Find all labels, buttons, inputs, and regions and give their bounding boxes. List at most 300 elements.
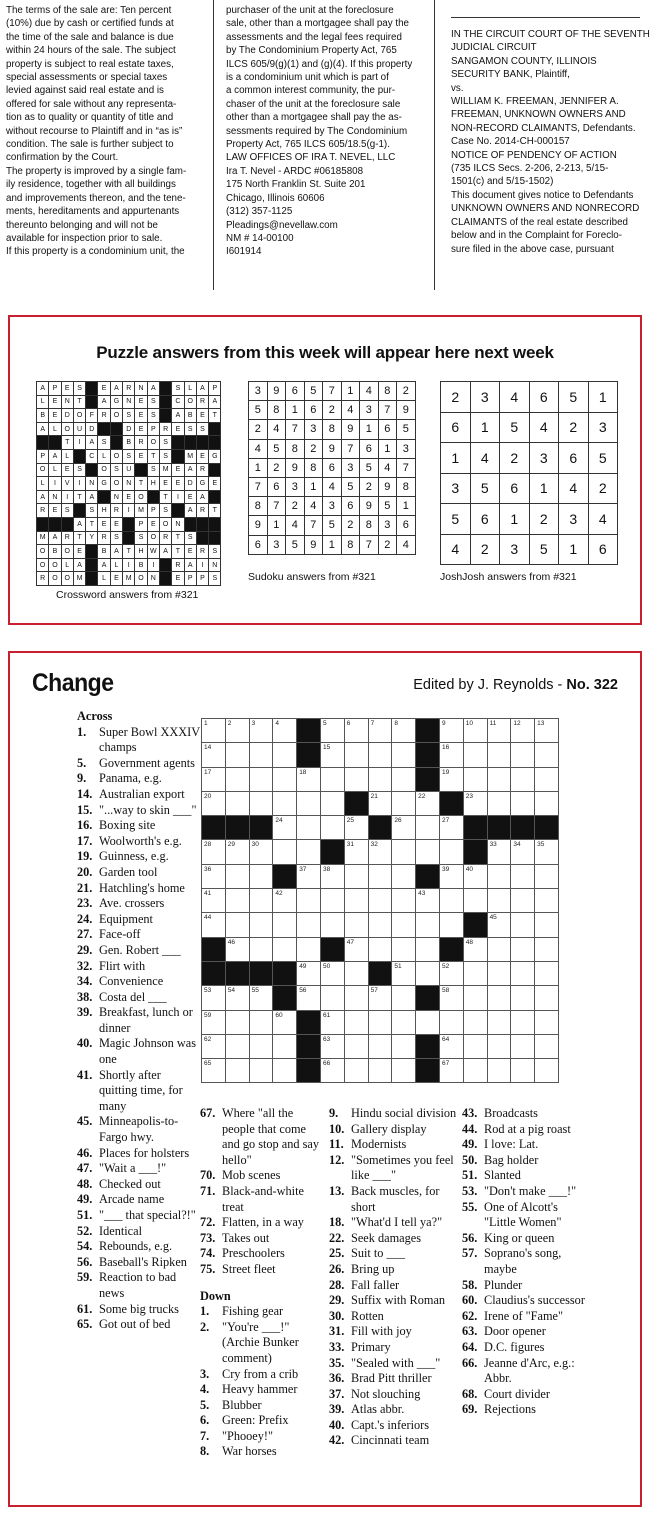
grid-cell[interactable] xyxy=(225,840,249,864)
answer-cell: I xyxy=(61,490,73,504)
clue-number: 32 xyxy=(370,841,378,849)
grid-cell[interactable] xyxy=(535,889,559,913)
grid-cell[interactable] xyxy=(320,1034,344,1058)
answer-cell: M xyxy=(73,572,85,586)
grid-cell[interactable] xyxy=(344,743,368,767)
grid-cell[interactable] xyxy=(535,986,559,1010)
grid-cell[interactable] xyxy=(535,913,559,937)
answer-cell: 7 xyxy=(286,420,305,439)
grid-cell[interactable] xyxy=(511,767,535,791)
grid-cell[interactable] xyxy=(511,864,535,888)
grid-cell[interactable] xyxy=(344,961,368,985)
clue-text: Gallery display xyxy=(351,1121,427,1136)
grid-cell[interactable] xyxy=(463,986,487,1010)
clue-number: 33 xyxy=(489,841,497,849)
black-square xyxy=(368,816,392,840)
grid-cell[interactable] xyxy=(392,913,416,937)
grid-cell[interactable] xyxy=(487,719,511,743)
answer-cell: M xyxy=(135,504,147,518)
grid-cell[interactable] xyxy=(320,913,344,937)
grid-cell[interactable] xyxy=(535,1059,559,1083)
grid-cell[interactable] xyxy=(320,743,344,767)
grid-cell[interactable] xyxy=(273,840,297,864)
grid-cell[interactable] xyxy=(535,864,559,888)
clue-number-label: 69. xyxy=(462,1402,478,1417)
grid-cell[interactable] xyxy=(535,1034,559,1058)
answer-cell: E xyxy=(135,395,147,409)
grid-cell[interactable] xyxy=(487,1010,511,1034)
grid-cell[interactable] xyxy=(487,791,511,815)
grid-cell[interactable] xyxy=(273,1010,297,1034)
clue-number-label: 39. xyxy=(329,1402,345,1417)
clue-number-label: 46. xyxy=(77,1145,93,1160)
grid-cell[interactable] xyxy=(368,864,392,888)
grid-cell[interactable] xyxy=(439,889,463,913)
black-square xyxy=(463,816,487,840)
grid-cell[interactable] xyxy=(487,743,511,767)
grid-cell[interactable] xyxy=(368,986,392,1010)
grid-cell[interactable] xyxy=(225,913,249,937)
grid-cell[interactable] xyxy=(511,840,535,864)
grid-cell[interactable] xyxy=(416,791,440,815)
clue-number: 24 xyxy=(275,817,283,825)
black-square xyxy=(184,436,196,450)
grid-cell[interactable] xyxy=(225,937,249,961)
grid-cell[interactable] xyxy=(511,961,535,985)
answer-cell: R xyxy=(135,436,147,450)
black-square xyxy=(110,436,122,450)
black-square xyxy=(511,816,535,840)
grid-cell[interactable] xyxy=(297,937,321,961)
grid-cell[interactable] xyxy=(439,816,463,840)
grid-cell[interactable] xyxy=(202,1059,226,1083)
grid-cell[interactable] xyxy=(273,767,297,791)
answer-cell: R xyxy=(172,558,184,572)
grid-cell[interactable] xyxy=(344,1034,368,1058)
grid-cell[interactable] xyxy=(463,1059,487,1083)
grid-cell[interactable] xyxy=(368,840,392,864)
grid-cell[interactable] xyxy=(487,937,511,961)
clue xyxy=(200,1320,325,1367)
answer-cell: 8 xyxy=(304,458,323,477)
black-square xyxy=(159,382,171,396)
grid-cell[interactable] xyxy=(273,937,297,961)
answer-cell: E xyxy=(135,422,147,436)
black-square xyxy=(368,961,392,985)
answer-cell: 1 xyxy=(267,516,286,535)
grid-cell[interactable] xyxy=(344,719,368,743)
grid-cell[interactable] xyxy=(463,1010,487,1034)
grid-cell[interactable] xyxy=(439,840,463,864)
grid-cell[interactable] xyxy=(439,864,463,888)
grid-cell[interactable] xyxy=(463,864,487,888)
grid-cell[interactable] xyxy=(249,743,273,767)
grid-cell[interactable] xyxy=(320,1059,344,1083)
grid-cell[interactable] xyxy=(416,937,440,961)
grid-cell[interactable] xyxy=(439,1034,463,1058)
grid-cell[interactable] xyxy=(297,816,321,840)
clue xyxy=(462,1231,592,1247)
grid-cell[interactable] xyxy=(463,1034,487,1058)
grid-cell[interactable] xyxy=(439,767,463,791)
grid-cell[interactable] xyxy=(320,816,344,840)
grid-cell[interactable] xyxy=(344,889,368,913)
grid-cell[interactable] xyxy=(368,743,392,767)
answer-cell: A xyxy=(209,395,221,409)
grid-cell[interactable] xyxy=(416,889,440,913)
grid-cell[interactable] xyxy=(511,743,535,767)
grid-cell[interactable] xyxy=(249,719,273,743)
grid-cell[interactable] xyxy=(202,864,226,888)
grid-cell[interactable] xyxy=(273,719,297,743)
notice-line: (735 ILCS Secs. 2-206, 2-213, 5/15- xyxy=(451,163,609,175)
answer-cell: A xyxy=(159,545,171,559)
grid-cell[interactable] xyxy=(202,791,226,815)
answer-cell: 1 xyxy=(559,534,589,565)
grid-cell[interactable] xyxy=(202,889,226,913)
grid-cell[interactable] xyxy=(535,743,559,767)
grid-cell[interactable] xyxy=(392,1059,416,1083)
grid-cell[interactable] xyxy=(392,1010,416,1034)
grid-cell[interactable] xyxy=(535,719,559,743)
grid-cell[interactable] xyxy=(511,1034,535,1058)
clue xyxy=(462,1106,592,1122)
grid-cell[interactable] xyxy=(416,1010,440,1034)
grid-cell[interactable] xyxy=(320,719,344,743)
black-square xyxy=(98,490,110,504)
grid-cell[interactable] xyxy=(368,1034,392,1058)
answer-cell: S xyxy=(73,463,85,477)
answer-cell: O xyxy=(135,572,147,586)
clue-number-label: 17. xyxy=(77,833,93,848)
grid-cell[interactable] xyxy=(249,1010,273,1034)
grid-cell[interactable] xyxy=(368,1059,392,1083)
grid-cell[interactable] xyxy=(320,961,344,985)
grid-cell[interactable] xyxy=(439,986,463,1010)
grid-cell[interactable] xyxy=(344,937,368,961)
clue-text: Hindu social division xyxy=(351,1106,457,1120)
grid-cell[interactable] xyxy=(463,719,487,743)
grid-cell[interactable] xyxy=(392,889,416,913)
notice-line: 1501(c) and 5/15-1502) xyxy=(451,176,554,188)
answer-cell: T xyxy=(61,436,73,450)
grid-cell[interactable] xyxy=(487,864,511,888)
grid-cell[interactable] xyxy=(535,840,559,864)
answer-cell: A xyxy=(147,382,159,396)
grid-cell[interactable] xyxy=(249,913,273,937)
clue-text: Government agents xyxy=(99,755,195,770)
black-square xyxy=(86,382,98,396)
grid-cell[interactable] xyxy=(297,840,321,864)
grid-cell[interactable] xyxy=(368,913,392,937)
clue-number: 10 xyxy=(465,720,473,727)
answer-cell: S xyxy=(147,463,159,477)
clue-number-label: 42. xyxy=(329,1433,345,1448)
grid-cell[interactable] xyxy=(535,937,559,961)
grid-cell[interactable] xyxy=(368,767,392,791)
grid-cell[interactable] xyxy=(344,1059,368,1083)
joshjosh-answer-caption: JoshJosh answers from #321 xyxy=(440,571,577,583)
grid-cell[interactable] xyxy=(416,840,440,864)
grid-cell[interactable] xyxy=(487,1059,511,1083)
answer-cell: 2 xyxy=(529,504,559,535)
grid-cell[interactable] xyxy=(392,816,416,840)
grid-cell[interactable] xyxy=(487,889,511,913)
grid-cell[interactable] xyxy=(463,743,487,767)
grid-cell[interactable] xyxy=(392,937,416,961)
grid-cell[interactable] xyxy=(320,767,344,791)
grid-cell[interactable] xyxy=(273,889,297,913)
clue-text: Capt.'s inferiors xyxy=(351,1417,430,1432)
clue xyxy=(329,1278,459,1294)
grid-cell[interactable] xyxy=(225,986,249,1010)
grid-cell[interactable] xyxy=(273,1059,297,1083)
clue-number: 19 xyxy=(441,768,450,776)
grid-cell[interactable] xyxy=(344,986,368,1010)
grid-cell[interactable] xyxy=(225,767,249,791)
grid-cell[interactable] xyxy=(202,767,226,791)
grid-cell[interactable] xyxy=(344,1010,368,1034)
clue-text: Fishing gear xyxy=(222,1304,284,1319)
black-square xyxy=(147,490,159,504)
grid-cell[interactable] xyxy=(202,840,226,864)
grid-cell[interactable] xyxy=(511,889,535,913)
grid-cell[interactable] xyxy=(463,937,487,961)
grid-cell[interactable] xyxy=(511,986,535,1010)
grid-cell[interactable] xyxy=(392,864,416,888)
clue xyxy=(329,1122,459,1138)
clue-number: 8 xyxy=(394,720,398,727)
grid-cell[interactable] xyxy=(249,1059,273,1083)
answer-cell: E xyxy=(196,449,208,463)
grid-cell[interactable] xyxy=(202,913,226,937)
grid-cell[interactable] xyxy=(273,1034,297,1058)
black-square xyxy=(344,791,368,815)
grid-cell[interactable] xyxy=(368,1010,392,1034)
notice-line: UNKNOWN OWNERS AND NONRECORD xyxy=(451,203,640,215)
clue-text: Cincinnati team xyxy=(351,1433,430,1448)
grid-cell[interactable] xyxy=(249,937,273,961)
grid-cell[interactable] xyxy=(535,1010,559,1034)
answer-cell: L xyxy=(61,449,73,463)
grid-cell[interactable] xyxy=(202,719,226,743)
clue xyxy=(77,803,201,819)
grid-cell[interactable] xyxy=(297,913,321,937)
answer-cell: R xyxy=(196,395,208,409)
notice-line: This document gives notice to Defendants xyxy=(451,189,634,201)
grid-cell[interactable] xyxy=(439,1010,463,1034)
grid-cell[interactable] xyxy=(368,937,392,961)
answer-cell: A xyxy=(110,382,122,396)
clue-number-label: 56. xyxy=(462,1230,478,1245)
grid-cell[interactable] xyxy=(368,889,392,913)
grid-cell[interactable] xyxy=(225,1059,249,1083)
grid-cell[interactable] xyxy=(511,791,535,815)
answer-cell: 2 xyxy=(249,420,268,439)
grid-cell[interactable] xyxy=(225,1034,249,1058)
grid-cell[interactable] xyxy=(273,791,297,815)
notice-line: thereunto belonging and will not be xyxy=(6,219,158,231)
clue xyxy=(462,1246,592,1277)
clue-number-label: 59. xyxy=(77,1270,93,1285)
grid-cell[interactable] xyxy=(416,913,440,937)
answer-cell: 5 xyxy=(286,535,305,554)
grid-cell[interactable] xyxy=(463,767,487,791)
grid-cell[interactable] xyxy=(416,816,440,840)
clue-number-label: 22. xyxy=(329,1230,345,1245)
grid-cell[interactable] xyxy=(463,889,487,913)
answer-cell: 8 xyxy=(360,516,379,535)
grid-cell[interactable] xyxy=(202,1010,226,1034)
grid-cell[interactable] xyxy=(297,961,321,985)
answer-cell: O xyxy=(49,558,61,572)
grid-cell[interactable] xyxy=(273,816,297,840)
grid-cell[interactable] xyxy=(297,864,321,888)
grid-cell[interactable] xyxy=(344,767,368,791)
grid-cell[interactable] xyxy=(463,791,487,815)
grid-row xyxy=(202,961,559,985)
black-square xyxy=(159,395,171,409)
grid-cell[interactable] xyxy=(202,743,226,767)
grid-cell[interactable] xyxy=(320,986,344,1010)
grid-cell[interactable] xyxy=(368,791,392,815)
answer-cell: E xyxy=(209,477,221,491)
clue-text: Rotten xyxy=(351,1308,384,1323)
answer-cell: 6 xyxy=(441,412,471,443)
grid-cell[interactable] xyxy=(320,1010,344,1034)
grid-cell[interactable] xyxy=(297,889,321,913)
grid-cell[interactable] xyxy=(225,743,249,767)
clue-number-label: 31. xyxy=(329,1324,345,1339)
answer-row xyxy=(37,558,221,572)
answer-cell: I xyxy=(73,477,85,491)
grid-cell[interactable] xyxy=(344,913,368,937)
grid-cell[interactable] xyxy=(439,743,463,767)
black-square xyxy=(487,816,511,840)
grid-cell[interactable] xyxy=(249,1034,273,1058)
grid-cell[interactable] xyxy=(511,937,535,961)
grid-cell[interactable] xyxy=(249,864,273,888)
answer-cell: E xyxy=(135,409,147,423)
answer-cell: I xyxy=(123,504,135,518)
grid-cell[interactable] xyxy=(487,767,511,791)
grid-cell[interactable] xyxy=(439,961,463,985)
clue-text: Broadcasts xyxy=(484,1106,538,1120)
grid-cell[interactable] xyxy=(511,913,535,937)
clue xyxy=(77,1224,201,1240)
grid-cell[interactable] xyxy=(439,913,463,937)
grid-cell[interactable] xyxy=(392,743,416,767)
answer-cell: E xyxy=(172,463,184,477)
crossword-answer-grid xyxy=(36,381,221,586)
clue-text: Flatten, in a way xyxy=(222,1215,304,1230)
grid-cell[interactable] xyxy=(368,719,392,743)
grid-cell[interactable] xyxy=(392,840,416,864)
clue-text: Seek damages xyxy=(351,1230,421,1245)
grid-cell[interactable] xyxy=(392,961,416,985)
grid-cell[interactable] xyxy=(249,986,273,1010)
clue-number: 25 xyxy=(346,817,355,825)
clue xyxy=(77,990,201,1006)
grid-cell[interactable] xyxy=(320,889,344,913)
crossword-grid[interactable] xyxy=(201,718,559,1083)
answer-cell: 4 xyxy=(286,516,305,535)
grid-cell[interactable] xyxy=(511,1059,535,1083)
grid-cell[interactable] xyxy=(463,961,487,985)
grid-cell[interactable] xyxy=(487,913,511,937)
grid-cell[interactable] xyxy=(439,1059,463,1083)
clue-text: "Phooey!" xyxy=(222,1428,274,1443)
grid-cell[interactable] xyxy=(535,961,559,985)
grid-cell[interactable] xyxy=(344,816,368,840)
black-square xyxy=(439,791,463,815)
black-square xyxy=(202,816,226,840)
grid-cell[interactable] xyxy=(344,840,368,864)
answer-row xyxy=(37,422,221,436)
answer-cell: 3 xyxy=(267,535,286,554)
grid-cell[interactable] xyxy=(225,791,249,815)
grid-cell[interactable] xyxy=(202,986,226,1010)
grid-cell[interactable] xyxy=(249,791,273,815)
grid-cell[interactable] xyxy=(535,767,559,791)
grid-cell[interactable] xyxy=(320,864,344,888)
grid-cell[interactable] xyxy=(439,719,463,743)
grid-cell[interactable] xyxy=(511,719,535,743)
grid-cell[interactable] xyxy=(273,743,297,767)
grid-cell[interactable] xyxy=(392,986,416,1010)
notice-line: The terms of the sale are: Ten percent xyxy=(6,5,172,16)
grid-cell[interactable] xyxy=(487,1034,511,1058)
grid-cell[interactable] xyxy=(297,986,321,1010)
grid-cell[interactable] xyxy=(249,889,273,913)
grid-cell[interactable] xyxy=(511,1010,535,1034)
grid-cell[interactable] xyxy=(392,791,416,815)
grid-cell[interactable] xyxy=(535,791,559,815)
grid-cell[interactable] xyxy=(225,889,249,913)
grid-cell[interactable] xyxy=(297,791,321,815)
clue xyxy=(329,1402,459,1418)
grid-cell[interactable] xyxy=(487,961,511,985)
grid-cell[interactable] xyxy=(392,719,416,743)
grid-cell[interactable] xyxy=(344,864,368,888)
grid-cell[interactable] xyxy=(392,1034,416,1058)
clue-number: 65 xyxy=(204,1060,212,1068)
grid-cell[interactable] xyxy=(249,767,273,791)
grid-cell[interactable] xyxy=(487,840,511,864)
grid-cell[interactable] xyxy=(320,791,344,815)
answer-cell: 5 xyxy=(249,401,268,420)
grid-cell[interactable] xyxy=(487,986,511,1010)
answer-cell: 3 xyxy=(323,497,342,516)
answer-cell: 4 xyxy=(559,473,589,504)
answer-cell: 9 xyxy=(323,439,342,458)
grid-cell[interactable] xyxy=(249,840,273,864)
grid-cell[interactable] xyxy=(392,767,416,791)
grid-cell[interactable] xyxy=(225,864,249,888)
clue xyxy=(329,1215,459,1231)
grid-cell[interactable] xyxy=(297,767,321,791)
grid-cell[interactable] xyxy=(225,719,249,743)
clue-number: 41 xyxy=(204,890,212,898)
grid-cell[interactable] xyxy=(416,961,440,985)
answer-cell: 2 xyxy=(397,382,416,401)
clue-text: "Sealed with ___" xyxy=(351,1355,441,1370)
grid-cell[interactable] xyxy=(225,1010,249,1034)
answer-cell: 6 xyxy=(529,382,559,413)
grid-cell[interactable] xyxy=(273,913,297,937)
grid-cell[interactable] xyxy=(202,1034,226,1058)
clue-number: 2 xyxy=(227,720,232,727)
